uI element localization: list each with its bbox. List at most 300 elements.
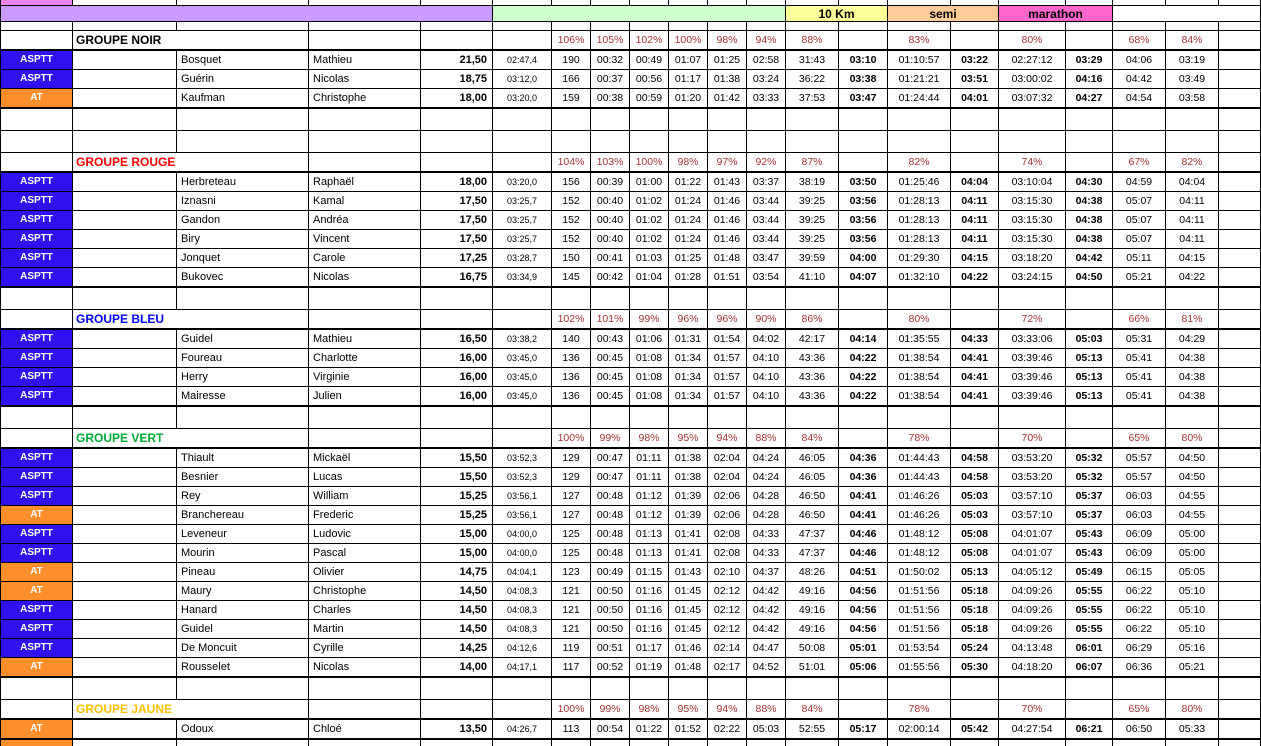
time-cell[interactable]: 121 (552, 620, 591, 639)
time-cell[interactable]: 04:42 (1113, 70, 1166, 89)
firstname-cell[interactable]: Christophe (309, 582, 421, 601)
cell-empty[interactable] (999, 131, 1066, 153)
pace-cell[interactable]: 04:26,7 (493, 719, 552, 739)
cell-empty[interactable] (1219, 31, 1261, 51)
percent-cell[interactable]: 84% (786, 429, 839, 449)
firstname-cell[interactable]: Christophe (309, 89, 421, 109)
speed-cell[interactable]: 17,50 (421, 211, 493, 230)
cell-empty[interactable] (888, 406, 951, 429)
time-cell[interactable]: 03:10 (839, 50, 888, 70)
time-cell[interactable]: 04:15 (951, 249, 999, 268)
time-cell[interactable]: 04:16 (1066, 70, 1113, 89)
time-cell[interactable]: 03:18:20 (999, 249, 1066, 268)
time-cell[interactable]: 05:11 (1113, 249, 1166, 268)
lastname-cell[interactable]: Biry (177, 230, 309, 249)
time-cell[interactable]: 05:55 (1066, 620, 1113, 639)
time-cell[interactable]: 04:01:07 (999, 544, 1066, 563)
lastname-cell[interactable]: Bukovec (177, 268, 309, 288)
cell-empty[interactable] (591, 677, 630, 700)
percent-cell[interactable] (951, 31, 999, 51)
speed-cell[interactable]: 21,50 (421, 50, 493, 70)
speed-cell[interactable]: 14,50 (421, 620, 493, 639)
cell-empty[interactable] (786, 22, 839, 31)
cell-empty[interactable] (1219, 544, 1261, 563)
club-cell[interactable]: ASPTT (1, 387, 73, 407)
lastname-cell[interactable]: Kaufman (177, 89, 309, 109)
cell-empty[interactable] (1219, 658, 1261, 678)
time-cell[interactable]: 02:12 (708, 582, 747, 601)
time-cell[interactable]: 159 (552, 89, 591, 109)
time-cell[interactable]: 00:48 (591, 544, 630, 563)
time-cell[interactable]: 04:27:54 (999, 719, 1066, 739)
speed-cell[interactable]: 16,50 (421, 329, 493, 349)
speed-cell[interactable]: 16,00 (421, 368, 493, 387)
time-cell[interactable]: 01:25:46 (888, 172, 951, 192)
cell-empty[interactable] (1219, 192, 1261, 211)
time-cell[interactable]: 04:22 (951, 268, 999, 288)
cell-empty[interactable] (73, 268, 177, 288)
percent-cell[interactable] (1066, 310, 1113, 330)
pace-cell[interactable]: 03:56,1 (493, 487, 552, 506)
time-cell[interactable]: 01:28:13 (888, 211, 951, 230)
time-cell[interactable]: 00:40 (591, 211, 630, 230)
time-cell[interactable]: 03:49 (1166, 70, 1219, 89)
time-cell[interactable]: 127 (552, 487, 591, 506)
speed-cell[interactable]: 13,50 (421, 719, 493, 739)
time-cell[interactable]: 145 (552, 268, 591, 288)
time-cell[interactable]: 152 (552, 211, 591, 230)
time-cell[interactable]: 04:04 (1166, 172, 1219, 192)
cell-empty[interactable] (786, 131, 839, 153)
percent-cell[interactable]: 72% (999, 310, 1066, 330)
speed-cell[interactable]: 14,75 (421, 563, 493, 582)
cell-empty[interactable] (888, 108, 951, 131)
time-cell[interactable]: 01:46:26 (888, 506, 951, 525)
speed-cell[interactable]: 15,25 (421, 506, 493, 525)
cell-empty[interactable] (177, 739, 309, 746)
cell-empty[interactable] (1, 108, 73, 131)
percent-cell[interactable]: 84% (786, 700, 839, 720)
time-cell[interactable]: 01:38 (669, 468, 708, 487)
time-cell[interactable]: 04:33 (951, 329, 999, 349)
percent-cell[interactable]: 78% (888, 700, 951, 720)
firstname-cell[interactable]: Nicolas (309, 658, 421, 678)
time-cell[interactable]: 05:13 (1066, 387, 1113, 407)
percent-cell[interactable] (839, 429, 888, 449)
time-cell[interactable]: 00:38 (591, 89, 630, 109)
cell-empty[interactable] (1219, 563, 1261, 582)
cell-empty[interactable] (309, 31, 421, 51)
cell-empty[interactable] (630, 287, 669, 310)
cell-empty[interactable] (552, 677, 591, 700)
time-cell[interactable]: 04:22 (839, 349, 888, 368)
firstname-cell[interactable]: Ludovic (309, 525, 421, 544)
cell-empty[interactable] (73, 468, 177, 487)
time-cell[interactable]: 01:57 (708, 368, 747, 387)
time-cell[interactable]: 04:41 (839, 487, 888, 506)
time-cell[interactable]: 04:18:20 (999, 658, 1066, 678)
time-cell[interactable]: 01:15 (630, 563, 669, 582)
cell-empty[interactable] (999, 287, 1066, 310)
cell-empty[interactable] (1219, 582, 1261, 601)
speed-cell[interactable]: 15,00 (421, 525, 493, 544)
club-cell[interactable]: ASPTT (1, 70, 73, 89)
time-cell[interactable]: 04:05:12 (999, 563, 1066, 582)
cell-empty[interactable] (591, 287, 630, 310)
cell-empty[interactable] (747, 739, 786, 746)
cell-empty[interactable] (421, 406, 493, 429)
time-cell[interactable]: 04:01 (951, 89, 999, 109)
time-cell[interactable]: 01:45 (669, 601, 708, 620)
cell-empty[interactable] (747, 108, 786, 131)
cell-empty[interactable] (747, 287, 786, 310)
pace-cell[interactable]: 03:25,7 (493, 230, 552, 249)
firstname-cell[interactable]: Mathieu (309, 50, 421, 70)
time-cell[interactable]: 00:41 (591, 249, 630, 268)
cell-empty[interactable] (951, 677, 999, 700)
lastname-cell[interactable]: De Moncuit (177, 639, 309, 658)
cell-empty[interactable] (1113, 22, 1166, 31)
lastname-cell[interactable]: Herbreteau (177, 172, 309, 192)
lastname-cell[interactable]: Gandon (177, 211, 309, 230)
cell-empty[interactable] (1166, 131, 1219, 153)
time-cell[interactable]: 02:12 (708, 620, 747, 639)
firstname-cell[interactable]: Mathieu (309, 329, 421, 349)
time-cell[interactable]: 04:11 (1166, 192, 1219, 211)
time-cell[interactable]: 01:39 (669, 506, 708, 525)
firstname-cell[interactable]: Raphaël (309, 172, 421, 192)
time-cell[interactable]: 03:00:02 (999, 70, 1066, 89)
time-cell[interactable]: 05:08 (951, 544, 999, 563)
cell-empty[interactable] (708, 287, 747, 310)
time-cell[interactable]: 04:41 (839, 506, 888, 525)
time-cell[interactable]: 01:08 (630, 387, 669, 407)
club-cell[interactable]: ASPTT (1, 487, 73, 506)
time-cell[interactable]: 00:37 (591, 70, 630, 89)
cell-empty[interactable] (73, 249, 177, 268)
cell-empty[interactable] (1, 31, 73, 51)
club-cell[interactable]: ASPTT (1, 448, 73, 468)
cell-empty[interactable] (786, 677, 839, 700)
firstname-cell[interactable]: William (309, 487, 421, 506)
percent-cell[interactable]: 82% (1166, 153, 1219, 173)
cell-empty[interactable] (1219, 487, 1261, 506)
cell-empty[interactable] (309, 406, 421, 429)
cell-empty[interactable] (1, 700, 73, 720)
time-cell[interactable]: 04:56 (839, 601, 888, 620)
cell-empty[interactable] (1066, 108, 1113, 131)
cell-empty[interactable] (73, 448, 177, 468)
time-cell[interactable]: 01:28:13 (888, 230, 951, 249)
cell-empty[interactable] (888, 677, 951, 700)
time-cell[interactable]: 01:51 (708, 268, 747, 288)
pace-cell[interactable]: 04:12,6 (493, 639, 552, 658)
time-cell[interactable]: 05:32 (1066, 448, 1113, 468)
time-cell[interactable]: 01:43 (669, 563, 708, 582)
cell-empty[interactable] (73, 658, 177, 678)
time-cell[interactable]: 00:48 (591, 506, 630, 525)
firstname-cell[interactable]: Lucas (309, 468, 421, 487)
cell-empty[interactable] (951, 131, 999, 153)
cell-empty[interactable] (1219, 349, 1261, 368)
cell-empty[interactable] (839, 739, 888, 746)
time-cell[interactable]: 01:39 (669, 487, 708, 506)
time-cell[interactable]: 01:38 (669, 448, 708, 468)
time-cell[interactable]: 05:03 (951, 506, 999, 525)
cell-empty[interactable] (177, 108, 309, 131)
time-cell[interactable]: 03:58 (1166, 89, 1219, 109)
cell-empty[interactable] (1219, 50, 1261, 70)
time-cell[interactable]: 05:41 (1113, 349, 1166, 368)
time-cell[interactable]: 05:57 (1113, 448, 1166, 468)
time-cell[interactable]: 00:47 (591, 448, 630, 468)
lastname-cell[interactable]: Guidel (177, 329, 309, 349)
time-cell[interactable]: 05:37 (1066, 506, 1113, 525)
cell-empty[interactable] (177, 677, 309, 700)
lastname-cell[interactable]: Guérin (177, 70, 309, 89)
cell-empty[interactable] (1219, 131, 1261, 153)
percent-cell[interactable]: 80% (999, 31, 1066, 51)
lastname-cell[interactable]: Foureau (177, 349, 309, 368)
firstname-cell[interactable]: Frederic (309, 506, 421, 525)
time-cell[interactable]: 129 (552, 468, 591, 487)
speed-cell[interactable]: 14,50 (421, 601, 493, 620)
time-cell[interactable]: 38:19 (786, 172, 839, 192)
cell-empty[interactable] (747, 131, 786, 153)
time-cell[interactable]: 03:44 (747, 211, 786, 230)
time-cell[interactable]: 04:06 (1113, 50, 1166, 70)
time-cell[interactable]: 05:10 (1166, 601, 1219, 620)
time-cell[interactable]: 01:12 (630, 506, 669, 525)
cell-empty[interactable] (1219, 639, 1261, 658)
percent-cell[interactable]: 92% (747, 153, 786, 173)
pace-cell[interactable]: 02:47,4 (493, 50, 552, 70)
cell-empty[interactable] (73, 506, 177, 525)
time-cell[interactable]: 41:10 (786, 268, 839, 288)
time-cell[interactable]: 190 (552, 50, 591, 70)
time-cell[interactable]: 123 (552, 563, 591, 582)
percent-cell[interactable] (839, 31, 888, 51)
firstname-cell[interactable]: Carole (309, 249, 421, 268)
time-cell[interactable]: 00:40 (591, 230, 630, 249)
cell-empty[interactable] (552, 22, 591, 31)
cell-empty[interactable] (669, 131, 708, 153)
cell-empty[interactable] (1, 310, 73, 330)
percent-cell[interactable]: 99% (630, 310, 669, 330)
time-cell[interactable]: 04:11 (1166, 230, 1219, 249)
club-cell[interactable]: AT (1, 506, 73, 525)
time-cell[interactable]: 01:24:44 (888, 89, 951, 109)
cell-empty[interactable] (1, 406, 73, 429)
time-cell[interactable]: 00:45 (591, 349, 630, 368)
time-cell[interactable]: 04:02 (747, 329, 786, 349)
time-cell[interactable]: 05:43 (1066, 525, 1113, 544)
time-cell[interactable]: 01:44:43 (888, 448, 951, 468)
time-cell[interactable]: 05:18 (951, 601, 999, 620)
time-cell[interactable]: 03:10:04 (999, 172, 1066, 192)
cell-empty[interactable] (493, 131, 552, 153)
time-cell[interactable]: 04:29 (1166, 329, 1219, 349)
time-cell[interactable]: 04:41 (951, 368, 999, 387)
time-cell[interactable]: 00:45 (591, 368, 630, 387)
percent-cell[interactable]: 65% (1113, 700, 1166, 720)
time-cell[interactable]: 05:16 (1166, 639, 1219, 658)
cell-empty[interactable] (1166, 287, 1219, 310)
cell-empty[interactable] (888, 22, 951, 31)
time-cell[interactable]: 46:50 (786, 506, 839, 525)
time-cell[interactable]: 04:50 (1066, 268, 1113, 288)
time-cell[interactable]: 05:05 (1166, 563, 1219, 582)
pace-cell[interactable]: 04:00,0 (493, 544, 552, 563)
percent-cell[interactable]: 67% (1113, 153, 1166, 173)
time-cell[interactable]: 04:46 (839, 544, 888, 563)
time-cell[interactable]: 01:38:54 (888, 349, 951, 368)
time-cell[interactable]: 06:01 (1066, 639, 1113, 658)
percent-cell[interactable] (839, 310, 888, 330)
cell-empty[interactable] (309, 677, 421, 700)
time-cell[interactable]: 00:49 (591, 563, 630, 582)
cell-empty[interactable] (1219, 108, 1261, 131)
speed-cell[interactable]: 18,00 (421, 172, 493, 192)
time-cell[interactable]: 05:57 (1113, 468, 1166, 487)
time-cell[interactable]: 01:46 (708, 211, 747, 230)
time-cell[interactable]: 04:38 (1066, 211, 1113, 230)
time-cell[interactable]: 03:24:15 (999, 268, 1066, 288)
time-cell[interactable]: 04:09:26 (999, 601, 1066, 620)
time-cell[interactable]: 04:42 (747, 620, 786, 639)
percent-cell[interactable]: 100% (552, 429, 591, 449)
percent-cell[interactable]: 74% (999, 153, 1066, 173)
time-cell[interactable]: 00:50 (591, 620, 630, 639)
time-cell[interactable]: 121 (552, 582, 591, 601)
cell-empty[interactable] (786, 287, 839, 310)
cell-empty[interactable] (839, 406, 888, 429)
club-cell[interactable]: ASPTT (1, 230, 73, 249)
time-cell[interactable]: 01:43 (708, 172, 747, 192)
club-cell[interactable]: ASPTT (1, 50, 73, 70)
time-cell[interactable]: 01:08 (630, 368, 669, 387)
percent-cell[interactable]: 78% (888, 429, 951, 449)
time-cell[interactable]: 03:51 (951, 70, 999, 89)
time-cell[interactable]: 04:22 (839, 368, 888, 387)
time-cell[interactable]: 00:32 (591, 50, 630, 70)
pace-cell[interactable]: 03:45,0 (493, 387, 552, 407)
time-cell[interactable]: 119 (552, 639, 591, 658)
cell-empty[interactable] (708, 406, 747, 429)
club-cell[interactable]: ASPTT (1, 329, 73, 349)
time-cell[interactable]: 03:33 (747, 89, 786, 109)
time-cell[interactable]: 01:12 (630, 487, 669, 506)
time-cell[interactable]: 04:38 (1066, 230, 1113, 249)
speed-cell[interactable]: 15,25 (421, 487, 493, 506)
pace-cell[interactable]: 03:52,3 (493, 448, 552, 468)
time-cell[interactable]: 49:16 (786, 620, 839, 639)
cell-empty[interactable] (421, 31, 493, 51)
cell-empty[interactable] (999, 677, 1066, 700)
time-cell[interactable]: 03:47 (839, 89, 888, 109)
time-cell[interactable]: 39:59 (786, 249, 839, 268)
cell-empty[interactable] (951, 108, 999, 131)
lastname-cell[interactable]: Maury (177, 582, 309, 601)
time-cell[interactable]: 152 (552, 230, 591, 249)
cell-empty[interactable] (591, 406, 630, 429)
time-cell[interactable]: 04:09:26 (999, 582, 1066, 601)
time-cell[interactable]: 05:10 (1166, 582, 1219, 601)
time-cell[interactable]: 01:45 (669, 620, 708, 639)
firstname-cell[interactable]: Nicolas (309, 268, 421, 288)
pace-cell[interactable]: 03:12,0 (493, 70, 552, 89)
lastname-cell[interactable]: Branchereau (177, 506, 309, 525)
cell-empty[interactable] (421, 677, 493, 700)
pace-cell[interactable]: 03:28,7 (493, 249, 552, 268)
time-cell[interactable]: 39:25 (786, 192, 839, 211)
cell-empty[interactable] (73, 739, 177, 746)
time-cell[interactable]: 03:56 (839, 230, 888, 249)
cell-empty[interactable] (839, 131, 888, 153)
cell-empty[interactable] (669, 108, 708, 131)
time-cell[interactable]: 01:46 (669, 639, 708, 658)
cell-empty[interactable] (1113, 406, 1166, 429)
cell-empty[interactable] (73, 22, 177, 31)
club-cell[interactable]: AT (1, 719, 73, 739)
pace-cell[interactable]: 04:00,0 (493, 525, 552, 544)
time-cell[interactable]: 02:14 (708, 639, 747, 658)
cell-empty[interactable] (421, 310, 493, 330)
time-cell[interactable]: 47:37 (786, 525, 839, 544)
cell-empty[interactable] (493, 429, 552, 449)
cell-empty[interactable] (669, 677, 708, 700)
cell-empty[interactable] (1, 131, 73, 153)
time-cell[interactable]: 05:18 (951, 620, 999, 639)
time-cell[interactable]: 04:52 (747, 658, 786, 678)
firstname-cell[interactable]: Vincent (309, 230, 421, 249)
cell-empty[interactable] (888, 131, 951, 153)
time-cell[interactable]: 03:39:46 (999, 349, 1066, 368)
time-cell[interactable]: 05:33 (1166, 719, 1219, 739)
cell-empty[interactable] (669, 287, 708, 310)
percent-cell[interactable]: 87% (786, 153, 839, 173)
cell-empty[interactable] (1219, 677, 1261, 700)
cell-empty[interactable] (1219, 406, 1261, 429)
time-cell[interactable]: 04:11 (951, 230, 999, 249)
cell-empty[interactable] (493, 406, 552, 429)
cell-empty[interactable] (1219, 448, 1261, 468)
cell-empty[interactable] (999, 22, 1066, 31)
cell-empty[interactable] (669, 406, 708, 429)
percent-cell[interactable]: 70% (999, 700, 1066, 720)
time-cell[interactable]: 02:06 (708, 506, 747, 525)
time-cell[interactable]: 06:07 (1066, 658, 1113, 678)
cell-empty[interactable] (309, 108, 421, 131)
firstname-cell[interactable]: Charlotte (309, 349, 421, 368)
percent-cell[interactable]: 65% (1113, 429, 1166, 449)
time-cell[interactable]: 04:50 (1166, 468, 1219, 487)
time-cell[interactable]: 01:10:57 (888, 50, 951, 70)
percent-cell[interactable]: 100% (552, 700, 591, 720)
time-cell[interactable]: 01:38 (708, 70, 747, 89)
percent-cell[interactable]: 90% (747, 310, 786, 330)
time-cell[interactable]: 01:28 (669, 268, 708, 288)
time-cell[interactable]: 01:52 (669, 719, 708, 739)
cell-empty[interactable] (309, 739, 421, 746)
time-cell[interactable]: 04:55 (1166, 506, 1219, 525)
time-cell[interactable]: 121 (552, 601, 591, 620)
time-cell[interactable]: 03:44 (747, 192, 786, 211)
cell-empty[interactable] (999, 739, 1066, 746)
time-cell[interactable]: 03:37 (747, 172, 786, 192)
percent-cell[interactable]: 82% (888, 153, 951, 173)
time-cell[interactable]: 156 (552, 172, 591, 192)
